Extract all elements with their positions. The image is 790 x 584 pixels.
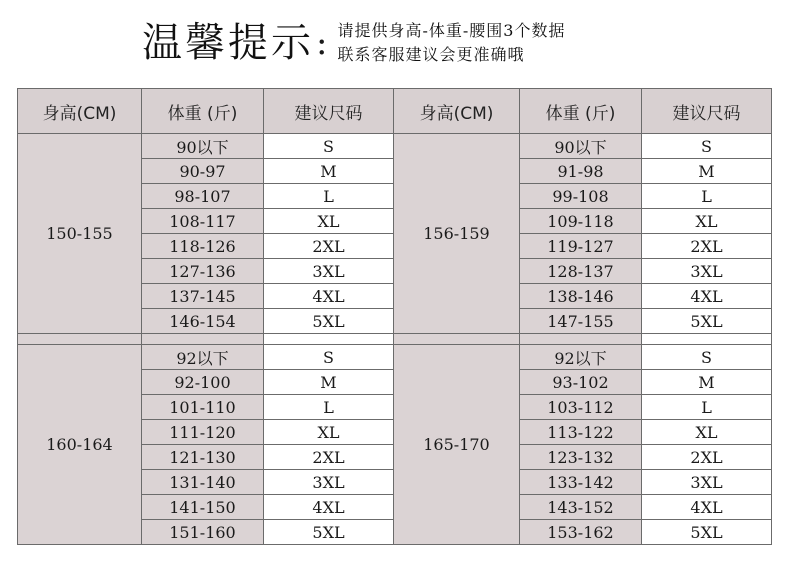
weight-range-cell: 133-142 bbox=[520, 470, 642, 495]
height-range-cell: 156-159 bbox=[394, 134, 520, 334]
height-range-cell: 160-164 bbox=[18, 345, 142, 545]
suggested-size-cell: 2XL bbox=[642, 445, 772, 470]
separator-cell bbox=[264, 334, 394, 345]
separator-cell bbox=[642, 334, 772, 345]
suggested-size-cell: S bbox=[642, 134, 772, 159]
suggested-size-cell: M bbox=[264, 159, 394, 184]
suggested-size-cell: XL bbox=[264, 420, 394, 445]
tip-colon: : bbox=[316, 23, 328, 63]
weight-range-cell: 99-108 bbox=[520, 184, 642, 209]
suggested-size-cell: 4XL bbox=[264, 495, 394, 520]
suggested-size-cell: S bbox=[264, 345, 394, 370]
suggested-size-cell: 5XL bbox=[264, 520, 394, 545]
weight-range-cell: 108-117 bbox=[142, 209, 264, 234]
weight-range-cell: 138-146 bbox=[520, 284, 642, 309]
weight-range-cell: 127-136 bbox=[142, 259, 264, 284]
weight-range-cell: 103-112 bbox=[520, 395, 642, 420]
tip-header bbox=[142, 14, 565, 72]
weight-range-cell: 151-160 bbox=[142, 520, 264, 545]
suggested-size-cell: M bbox=[642, 370, 772, 395]
weight-range-cell: 121-130 bbox=[142, 445, 264, 470]
col-header-size-left: 建议尺码 bbox=[264, 89, 394, 134]
table-row bbox=[18, 134, 772, 159]
suggested-size-cell: 2XL bbox=[264, 445, 394, 470]
block-separator-row bbox=[18, 334, 772, 345]
weight-range-cell: 92以下 bbox=[142, 345, 264, 370]
suggested-size-cell: 3XL bbox=[642, 259, 772, 284]
suggested-size-cell: XL bbox=[642, 209, 772, 234]
weight-range-cell: 146-154 bbox=[142, 309, 264, 334]
weight-range-cell: 118-126 bbox=[142, 234, 264, 259]
weight-range-cell: 137-145 bbox=[142, 284, 264, 309]
suggested-size-cell: 5XL bbox=[642, 520, 772, 545]
tip-note-line1: 请提供身高-体重-腰围3个数据 bbox=[337, 21, 566, 40]
weight-range-cell: 141-150 bbox=[142, 495, 264, 520]
weight-range-cell: 98-107 bbox=[142, 184, 264, 209]
weight-range-cell: 90以下 bbox=[520, 134, 642, 159]
suggested-size-cell: L bbox=[264, 184, 394, 209]
weight-range-cell: 119-127 bbox=[520, 234, 642, 259]
header-row bbox=[18, 89, 772, 134]
weight-range-cell: 109-118 bbox=[520, 209, 642, 234]
tip-note-line2: 联系客服建议会更准确哦 bbox=[337, 45, 525, 64]
suggested-size-cell: 3XL bbox=[264, 470, 394, 495]
suggested-size-cell: M bbox=[264, 370, 394, 395]
weight-range-cell: 90以下 bbox=[142, 134, 264, 159]
suggested-size-cell: 4XL bbox=[264, 284, 394, 309]
weight-range-cell: 90-97 bbox=[142, 159, 264, 184]
separator-cell bbox=[142, 334, 264, 345]
suggested-size-cell: L bbox=[642, 184, 772, 209]
separator-cell bbox=[18, 334, 142, 345]
suggested-size-cell: 3XL bbox=[264, 259, 394, 284]
suggested-size-cell: 5XL bbox=[264, 309, 394, 334]
col-header-size-right: 建议尺码 bbox=[642, 89, 772, 134]
col-header-weight-left: 体重 (斤) bbox=[142, 89, 264, 134]
weight-range-cell: 93-102 bbox=[520, 370, 642, 395]
weight-range-cell: 143-152 bbox=[520, 495, 642, 520]
weight-range-cell: 128-137 bbox=[520, 259, 642, 284]
separator-cell bbox=[394, 334, 520, 345]
suggested-size-cell: 4XL bbox=[642, 495, 772, 520]
suggested-size-cell: 3XL bbox=[642, 470, 772, 495]
suggested-size-cell: XL bbox=[264, 209, 394, 234]
suggested-size-cell: XL bbox=[642, 420, 772, 445]
tip-title: 温馨提示 bbox=[142, 20, 314, 66]
weight-range-cell: 92以下 bbox=[520, 345, 642, 370]
table-row bbox=[18, 345, 772, 370]
suggested-size-cell: 2XL bbox=[264, 234, 394, 259]
col-header-height-left: 身高(CM) bbox=[18, 89, 142, 134]
height-range-cell: 150-155 bbox=[18, 134, 142, 334]
suggested-size-cell: L bbox=[642, 395, 772, 420]
separator-cell bbox=[520, 334, 642, 345]
col-header-weight-right: 体重 (斤) bbox=[520, 89, 642, 134]
suggested-size-cell: 4XL bbox=[642, 284, 772, 309]
col-header-height-right: 身高(CM) bbox=[394, 89, 520, 134]
weight-range-cell: 147-155 bbox=[520, 309, 642, 334]
suggested-size-cell: S bbox=[642, 345, 772, 370]
weight-range-cell: 92-100 bbox=[142, 370, 264, 395]
suggested-size-cell: M bbox=[642, 159, 772, 184]
weight-range-cell: 123-132 bbox=[520, 445, 642, 470]
suggested-size-cell: L bbox=[264, 395, 394, 420]
suggested-size-cell: 5XL bbox=[642, 309, 772, 334]
height-range-cell: 165-170 bbox=[394, 345, 520, 545]
size-table-body bbox=[18, 134, 772, 545]
weight-range-cell: 101-110 bbox=[142, 395, 264, 420]
weight-range-cell: 153-162 bbox=[520, 520, 642, 545]
suggested-size-cell: S bbox=[264, 134, 394, 159]
weight-range-cell: 91-98 bbox=[520, 159, 642, 184]
suggested-size-cell: 2XL bbox=[642, 234, 772, 259]
weight-range-cell: 113-122 bbox=[520, 420, 642, 445]
size-chart-table bbox=[17, 88, 772, 545]
weight-range-cell: 131-140 bbox=[142, 470, 264, 495]
weight-range-cell: 111-120 bbox=[142, 420, 264, 445]
tip-notes bbox=[337, 19, 565, 67]
